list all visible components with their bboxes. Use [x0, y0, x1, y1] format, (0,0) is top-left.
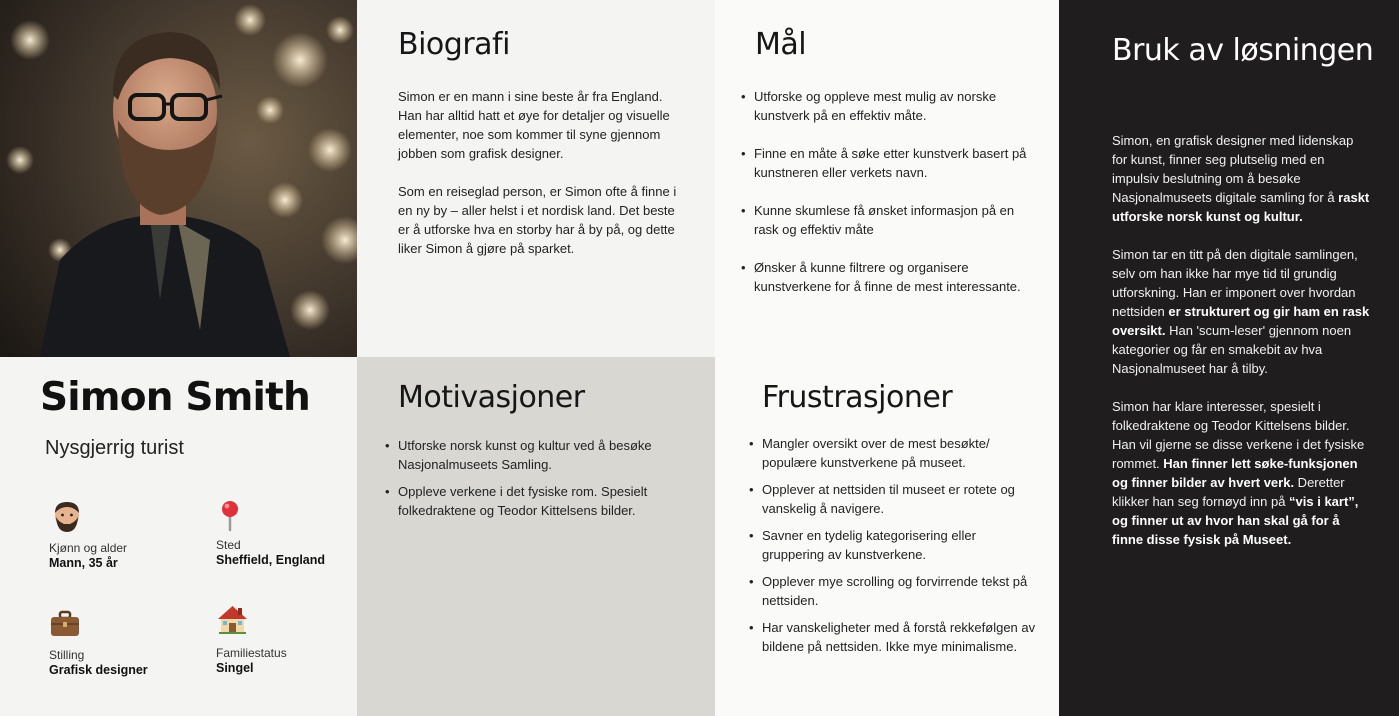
usage-paragraph — [1112, 131, 1370, 226]
goals-item: • Finne en måte å søke etter kunstverk basert på kunstneren eller verkets navn. — [741, 144, 1041, 182]
usage-emphasis: “vis i kart”, og finner ut av hvor han skal gå for å finne disse fysisk på Museet. — [1112, 494, 1359, 547]
usage-run: Simon, en grafisk designer med lidenskap for kunst, finner seg plutselig med en impulsiv beslutning om å besøke Nasjonalmuseets digitale samling for å — [1112, 133, 1354, 205]
motivations-list — [385, 436, 685, 520]
fact-value: Mann, 35 år — [49, 556, 118, 570]
usage-text — [1112, 131, 1370, 568]
biography-paragraph: Som en reiseglad person, er Simon ofte å finne i en ny by – aller helst i et nordisk land. Det beste er å utforske hva en storby har å by på, og dette liker Simon å gjøre på sparket. — [398, 184, 677, 256]
fact-label: Stilling — [49, 648, 85, 662]
frustrations-panel — [715, 357, 1059, 716]
portrait-photo-icon — [0, 0, 357, 357]
usage-paragraph — [1112, 397, 1370, 549]
persona-name: Simon Smith — [40, 375, 310, 420]
briefcase-emoji-icon — [49, 605, 85, 641]
usage-title: Bruk av løsningen — [1112, 33, 1374, 68]
frustrations-title: Frustrasjoner — [762, 380, 953, 415]
biography-text — [398, 87, 683, 277]
fact-label: Familiestatus — [216, 646, 287, 660]
persona-photo — [0, 0, 357, 357]
usage-run: Simon har klare interesser, spesielt i folkedraktene og Teodor Kittelsens bilder. Han vil gjerne se disse verkene i det fysiske rommet. — [1112, 399, 1365, 471]
goals-title: Mål — [755, 27, 807, 62]
usage-emphasis: Han finner lett søke-funksjonen og finner bilder av hvert verk. — [1112, 456, 1358, 490]
fact-value: Singel — [216, 661, 254, 675]
goals-list — [741, 87, 1041, 296]
goals-panel — [715, 0, 1059, 357]
house-emoji-icon — [216, 602, 252, 638]
frustrations-item: • Mangler oversikt over de mest besøkte/ populære kunstverkene på museet. — [749, 434, 1039, 472]
frustrations-item: • Opplever mye scrolling og forvirrende tekst på nettsiden. — [749, 572, 1039, 610]
fact-value: Sheffield, England — [216, 553, 326, 567]
frustrations-item: • Opplever at nettsiden til museet er rotete og vanskelig å navigere. — [749, 480, 1039, 518]
fact-value: Grafisk designer — [49, 663, 148, 677]
profile-panel — [0, 357, 357, 716]
goals-item: • Kunne skumlese få ønsket informasjon på en rask og effektiv måte — [741, 201, 1041, 239]
biography-paragraph: Simon er en mann i sine beste år fra England. Han har alltid hatt et øye for detaljer og visuelle elementer, noe som kommer til syne gjennom jobben som grafisk designer. — [398, 89, 670, 161]
frustrations-item: • Har vanskeligheter med å forstå rekkefølgen av bildene på nettsiden. Ikke mye minimalisme. — [749, 618, 1039, 656]
bearded-man-emoji-icon — [49, 499, 85, 535]
biography-panel — [357, 0, 715, 357]
usage-run: Simon tar en titt på den digitale samlingen, selv om han ikke har mye tid til grundig utforskning. Han er imponert over hvordan nettsiden — [1112, 247, 1358, 319]
biography-title: Biografi — [398, 27, 510, 62]
usage-emphasis: er strukturert og gir ham en rask oversikt. — [1112, 304, 1370, 338]
usage-run: Deretter klikker han seg fornøyd inn på — [1112, 475, 1345, 509]
motivations-item: • Utforske norsk kunst og kultur ved å besøke Nasjonalmuseets Samling. — [385, 436, 685, 474]
usage-panel — [1059, 0, 1399, 716]
frustrations-item: • Savner en tydelig kategorisering eller gruppering av kunstverkene. — [749, 526, 1039, 564]
persona-role: Nysgjerrig turist — [45, 437, 184, 459]
frustrations-list — [749, 434, 1039, 656]
goals-item: • Ønsker å kunne filtrere og organisere kunstverkene for å finne de mest interessante. — [741, 258, 1041, 296]
goals-item: • Utforske og oppleve mest mulig av norske kunstverk på en effektiv måte. — [741, 87, 1041, 125]
motivations-title: Motivasjoner — [398, 380, 585, 415]
motivations-item: • Oppleve verkene i det fysiske rom. Spesielt folkedraktene og Teodor Kittelsens bilder. — [385, 482, 685, 520]
motivations-panel — [357, 357, 715, 716]
usage-paragraph — [1112, 245, 1370, 378]
fact-label: Sted — [216, 538, 241, 552]
fact-label: Kjønn og alder — [49, 541, 128, 555]
usage-run: Han 'scum-leser' gjennom noen kategorier og får en smakebit av hva Nasjonalmuseet har å tilby. — [1112, 323, 1352, 376]
usage-emphasis: raskt utforske norsk kunst og kultur. — [1112, 190, 1370, 224]
round-pushpin-emoji-icon — [216, 499, 252, 535]
